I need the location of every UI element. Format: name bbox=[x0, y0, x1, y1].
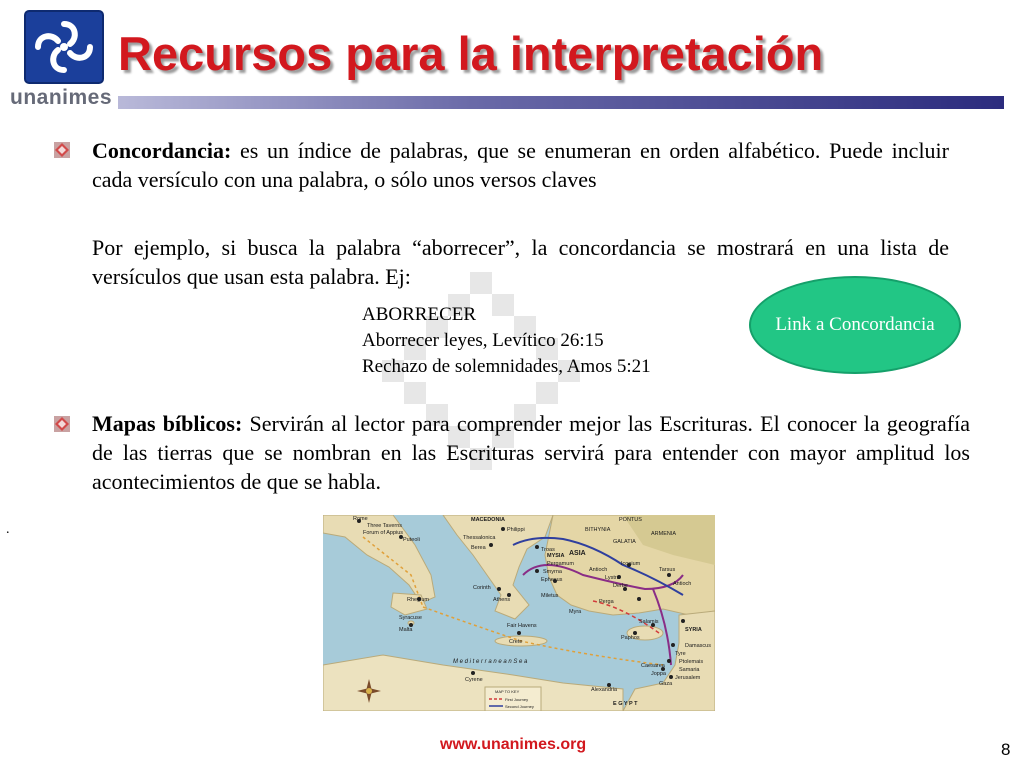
map-label: Gaza bbox=[659, 681, 673, 687]
page-title: Recursos para la interpretación bbox=[118, 27, 824, 80]
example-line: Aborrecer leyes, Levítico 26:15 bbox=[362, 330, 604, 351]
map-label: Athens bbox=[493, 597, 511, 603]
map-label: Derbe bbox=[613, 583, 628, 589]
map-label: Tarsus bbox=[659, 567, 676, 573]
map-label: Fair Havens bbox=[507, 623, 537, 629]
map-label: Crete bbox=[509, 639, 523, 645]
concordance-term: Concordancia: bbox=[92, 138, 232, 163]
map-label: ASIA bbox=[569, 550, 586, 557]
map-legend bbox=[485, 687, 541, 711]
map-label: Philippi bbox=[507, 527, 525, 533]
map-label: Berea bbox=[471, 545, 486, 551]
page-number: 8 bbox=[1001, 740, 1011, 759]
map-label: Forum of Appius bbox=[363, 530, 404, 536]
concordance-link-label: Link a Concordancia bbox=[775, 314, 935, 335]
stray-dot: . bbox=[6, 522, 10, 537]
map-legend-title: MAP TO KEY bbox=[495, 689, 520, 694]
map-label: Miletus bbox=[541, 593, 559, 599]
map-label: E G Y P T bbox=[613, 701, 638, 707]
map-legend-item: Second Journey bbox=[505, 704, 534, 709]
map-label: Rome bbox=[353, 516, 368, 522]
map-label: Perga bbox=[599, 599, 614, 605]
map-label: Joppa bbox=[651, 671, 666, 677]
map-label: PONTUS bbox=[619, 517, 642, 523]
map-label: Malta bbox=[399, 627, 413, 633]
map-label: SYRIA bbox=[685, 627, 702, 633]
map-label: Paphos bbox=[621, 635, 640, 641]
map-label: Samaria bbox=[679, 667, 700, 673]
map-label: Troas bbox=[541, 547, 555, 553]
concordance-example-list bbox=[362, 302, 651, 380]
map-label: Thessalonica bbox=[463, 535, 496, 541]
concordance-definition: es un índice de palabras, que se enumeran en orden alfabético. Puede incluir cada versículo con una palabra, o sólo unos versos claves bbox=[92, 138, 949, 192]
maps-definition: Servirán al lector para comprender mejor las Escrituras. El conocer la geografía de las tierras que se nombran en las Escrituras servirá para entender con mayor amplitud los acontecimientos de que se habla. bbox=[92, 411, 970, 494]
map-label: Rhegium bbox=[407, 597, 430, 603]
map-label: Corinth bbox=[473, 585, 491, 591]
concordance-example: Por ejemplo, si busca la palabra “aborrecer”, la concordancia se mostrará en una lista de versículos que usan esta palabra. Ej: bbox=[92, 235, 949, 289]
map-label: Damascus bbox=[685, 643, 711, 649]
map-label: Jerusalem bbox=[675, 675, 701, 681]
map-legend-item: First Journey bbox=[505, 697, 529, 702]
map-label: Tyre bbox=[675, 651, 686, 657]
example-heading: ABORRECER bbox=[362, 304, 477, 325]
map-label: MYSIA bbox=[547, 553, 565, 559]
maps-paragraph bbox=[92, 409, 970, 496]
map-label: Ephesus bbox=[541, 577, 563, 583]
map-label: Antioch bbox=[589, 567, 608, 573]
map-label: Syracuse bbox=[399, 615, 422, 621]
diamond-bullet-icon bbox=[54, 416, 70, 432]
map-label: Myra bbox=[569, 609, 582, 615]
map-label: Ptolemais bbox=[679, 659, 704, 665]
map-label: Smyrna bbox=[543, 569, 562, 575]
map-label: Salamis bbox=[639, 619, 659, 625]
map-label: Three Taverns bbox=[367, 523, 403, 529]
map-label: Pergamum bbox=[547, 561, 574, 567]
map-label: ARMENIA bbox=[651, 531, 677, 537]
map-label: Caesarea bbox=[641, 663, 665, 669]
example-line: Rechazo de solemnidades, Amos 5:21 bbox=[362, 356, 651, 377]
biblical-map-image bbox=[323, 515, 715, 711]
concordance-paragraph bbox=[92, 136, 949, 194]
map-label: Iconium bbox=[621, 561, 641, 567]
map-label: MACEDONIA bbox=[471, 517, 505, 523]
concordance-link-button[interactable] bbox=[749, 276, 961, 374]
map-label: BITHYNIA bbox=[585, 527, 611, 533]
unanimes-logo-icon bbox=[24, 10, 104, 84]
maps-term: Mapas bíblicos: bbox=[92, 411, 243, 436]
diamond-bullet-icon bbox=[54, 142, 70, 158]
map-label: Cyrene bbox=[465, 677, 483, 683]
map-label: Puteoli bbox=[403, 537, 420, 543]
map-label: Alexandria bbox=[591, 687, 617, 693]
logo-wordmark: unanimes bbox=[10, 86, 113, 109]
map-label: M e d i t e r r a n e a n S e a bbox=[453, 659, 528, 665]
map-label: Lystra bbox=[605, 575, 620, 581]
map-label: GALATIA bbox=[613, 539, 636, 545]
footer-website-url[interactable]: www.unanimes.org bbox=[440, 736, 587, 753]
title-underline-bar bbox=[118, 96, 1004, 109]
map-label: Antioch bbox=[673, 581, 692, 587]
